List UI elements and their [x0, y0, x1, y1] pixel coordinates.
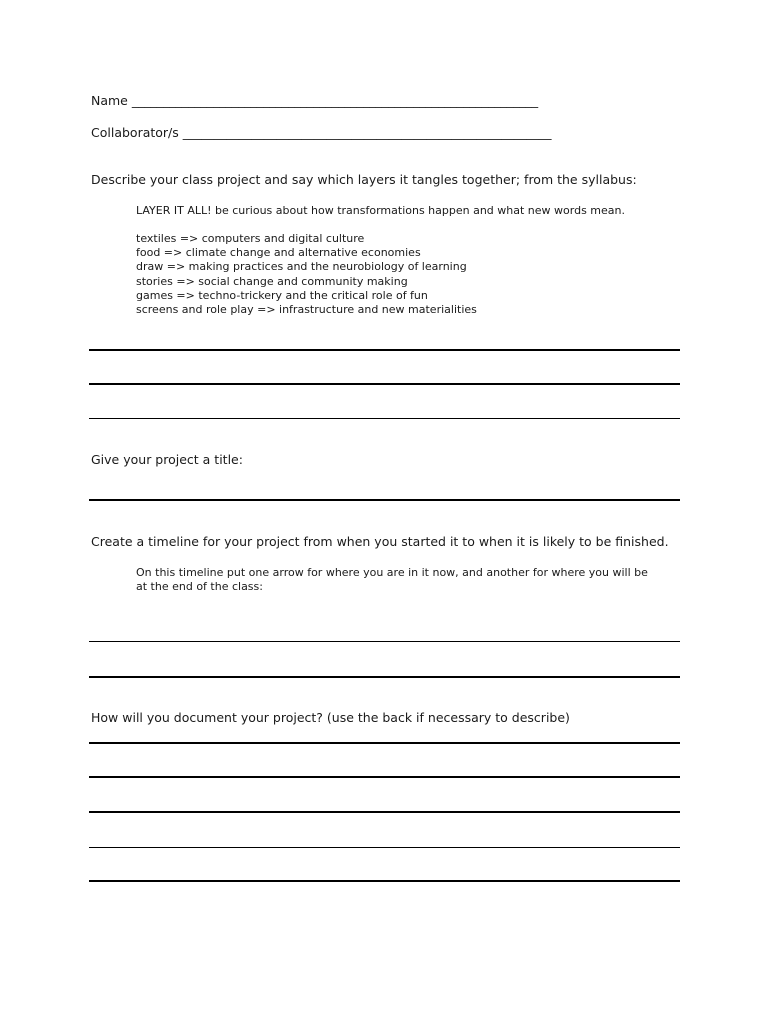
answer-line[interactable] — [89, 742, 680, 744]
layer-item: stories => social change and community making — [136, 274, 408, 288]
name-label: Name — [91, 93, 128, 108]
collaborator-underline[interactable]: ___________________________________________________________ — [182, 125, 552, 140]
answer-line[interactable] — [89, 811, 680, 813]
title-answer-line[interactable] — [89, 499, 680, 501]
layer-item: screens and role play => infrastructure and new materialities — [136, 303, 477, 317]
collaborator-label: Collaborator/s — [91, 125, 179, 140]
answer-line[interactable] — [89, 847, 680, 848]
layer-item: games => techno-trickery and the critical role of fun — [136, 288, 428, 302]
answer-line[interactable] — [89, 776, 680, 778]
timeline-line[interactable] — [89, 641, 680, 642]
answer-line[interactable] — [89, 418, 680, 419]
collaborator-field[interactable] — [91, 125, 552, 140]
q3-instruction-line1: On this timeline put one arrow for where you are in it now, and another for where you will be — [136, 566, 648, 579]
layer-item: food => climate change and alternative economies — [136, 246, 421, 260]
q3-instruction-line2: at the end of the class: — [136, 580, 263, 593]
layer-item: textiles => computers and digital culture — [136, 232, 365, 245]
answer-line[interactable] — [89, 383, 680, 385]
q1-prompt: Describe your class project and say which layers it tangles together; from the syllabus: — [91, 172, 637, 187]
q3-prompt: Create a timeline for your project from when you started it to when it is likely to be finished. — [91, 534, 669, 549]
layer-item: draw => making practices and the neurobiology of learning — [136, 260, 467, 274]
timeline-line[interactable] — [89, 676, 680, 678]
name-field[interactable] — [91, 93, 538, 108]
q4-prompt: How will you document your project? (use the back if necessary to describe) — [91, 710, 570, 725]
q1-note: LAYER IT ALL! be curious about how transformations happen and what new words mean. — [136, 204, 625, 217]
answer-line[interactable] — [89, 880, 680, 882]
layer-list — [136, 232, 477, 317]
q2-prompt: Give your project a title: — [91, 452, 243, 467]
answer-line[interactable] — [89, 349, 680, 351]
name-underline[interactable]: _________________________________________________________________ — [131, 93, 539, 108]
